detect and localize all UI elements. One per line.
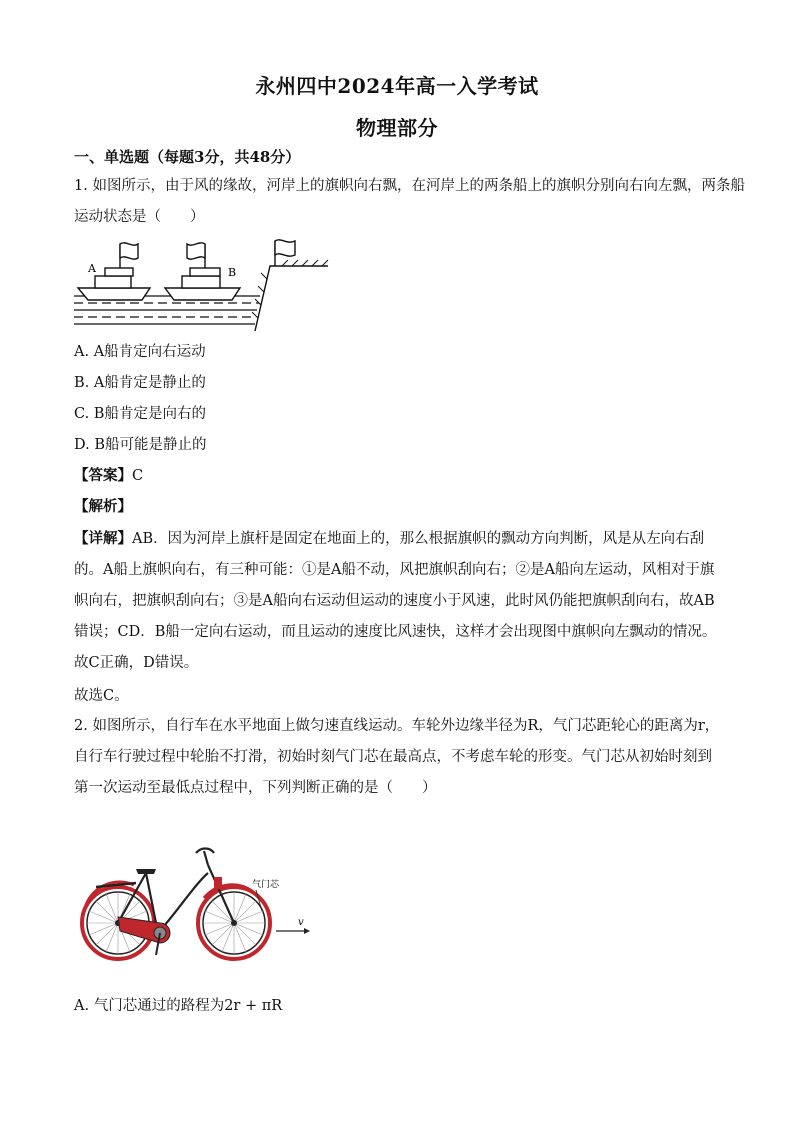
q1-option-d: D. B船可能是静止的 <box>74 437 207 453</box>
q1-option-a: A. A船肯定向右运动 <box>74 344 206 360</box>
q1-detail <box>74 523 722 679</box>
q2-option-a: A. 气门芯通过的路程为2r + πR <box>74 998 283 1014</box>
q1-boats-figure <box>70 236 335 336</box>
answer-value: C <box>132 468 144 484</box>
river-bank <box>255 240 328 331</box>
boat-a-label: A <box>88 262 96 275</box>
q1-option-b: B. A船肯定是静止的 <box>74 375 206 391</box>
q1-stem-line1: 1. 如图所示，由于风的缘故，河岸上的旗帜向右飘，在河岸上的两条船上的旗帜分别向右向左飘，两条船 <box>74 178 745 194</box>
bank-hatching <box>252 260 328 318</box>
valve-label: 气门芯 <box>252 880 280 890</box>
answer-tag: 【答案】 <box>74 467 132 484</box>
detail-text: AB．因为河岸上旗杆是固定在地面上的，那么根据旗帜的飘动方向判断，风是从左向右刮的。A船上旗帜向右，有三种可能：①是A船不动，风把旗帜刮向右；②是A船向左运动，风相对于旗帜向右，把旗帜刮向右；③是A船向右运动但运动的速度小于风速，此时风仍能把旗帜刮向右，故AB错误；CD．B船一定向右运动，而且运动的速度比风速快，这样才会出现图中旗帜向左飘动的情况。故C正确，D错误。 <box>74 531 717 671</box>
q1-analysis-tag <box>74 497 722 517</box>
q1-answer <box>74 466 722 486</box>
section-heading: 一、单选题（每题3分，共48分） <box>74 148 301 166</box>
q2-stem: 2. 如图所示，自行车在水平地面上做匀速直线运动。车轮外边缘半径为R，气门芯距轮心的距离为r，自行车行驶过程中轮胎不打滑，初始时刻气门芯在最高点，不考虑车轮的形变。气门芯从初始时刻到第一次运动至最低点过程中，下列判断正确的是（ ） <box>74 718 720 796</box>
q2-bicycle-figure <box>76 843 316 963</box>
analysis-tag: 【解析】 <box>74 498 132 515</box>
boat-b-label: B <box>228 266 237 279</box>
q1-stem-line2: 运动状态是（ ） <box>74 209 205 225</box>
exam-title: 永州四中2024年高一入学考试 <box>255 74 539 98</box>
detail-tag: 【详解】 <box>74 530 132 547</box>
velocity-label: v <box>298 917 304 928</box>
exam-subtitle: 物理部分 <box>356 116 438 140</box>
q1-conclusion: 故选C。 <box>74 688 129 704</box>
q1-option-c: C. B船肯定是向右的 <box>74 406 206 422</box>
